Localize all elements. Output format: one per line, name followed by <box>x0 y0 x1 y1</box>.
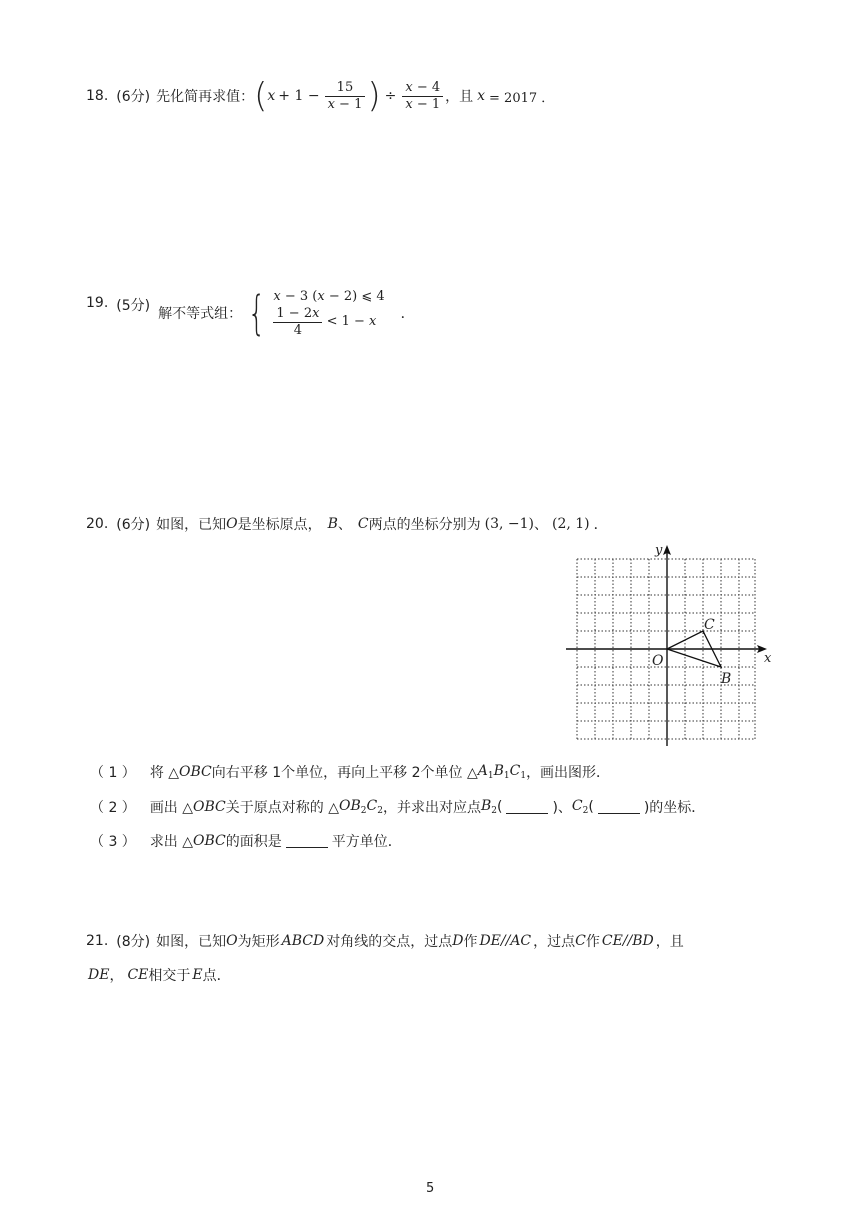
sub3-label: （ 3 ） <box>90 834 136 850</box>
q18-frac-2: $\frac{x - 4}{x - 1}$ <box>402 80 443 113</box>
q21-de-ac: DE//AC <box>479 933 532 949</box>
q18-expr-b: + 1 − <box>278 88 320 104</box>
q20-text-b: 是坐标原点， <box>237 517 322 533</box>
question-20 <box>86 514 608 534</box>
q21-text-h: ， <box>109 968 124 984</box>
sub2-label: （ 2 ） <box>90 800 136 816</box>
sub1-obc: OBC <box>179 764 212 780</box>
q20-end: ． <box>593 517 608 533</box>
coordinate-grid-figure <box>560 540 775 750</box>
right-paren: ) <box>367 76 381 116</box>
inequality-1: x − 3 ( x − 2) ⩽ 4 <box>273 288 385 304</box>
question-18 <box>86 76 554 116</box>
sub3-obc: OBC <box>193 833 226 849</box>
sub1-text-a: 将 △ <box>149 765 180 781</box>
q21-ce: CE <box>127 967 149 983</box>
q21-text-f: 作 <box>585 934 600 950</box>
brace-icon: { <box>247 286 266 340</box>
q20-sub2 <box>90 797 705 817</box>
sub3-text-b: 的面积是 <box>225 834 282 850</box>
q20-number: 20. <box>86 516 109 532</box>
sub2-text-c: ，并求出对应点 <box>382 800 481 816</box>
answer-blank-c2[interactable] <box>598 801 640 814</box>
origin-label: O <box>652 653 664 669</box>
q21-e: E <box>192 967 203 983</box>
q21-text-e: ，过点 <box>533 934 576 950</box>
q21-score: (8分) <box>116 934 151 950</box>
q21-o: O <box>226 933 238 949</box>
q20-sep: 、 <box>533 517 548 533</box>
q20-sub1 <box>90 762 610 782</box>
q20-text-c: 、 <box>337 517 352 533</box>
q21-text-b: 为矩形 <box>237 934 280 950</box>
q21-abcd: ABCD <box>281 933 325 949</box>
sub2-triangle: $OB_2C_2$ <box>339 798 383 816</box>
sub2-b2: $B_2$ <box>480 798 497 816</box>
q18-score: (6分) <box>116 89 151 105</box>
sub2-text-b: 关于原点对称的 △ <box>225 800 339 816</box>
inequality-2: $\frac{1 - 2x}{4}$ < 1 − x <box>273 306 384 339</box>
inequality-system <box>273 288 384 339</box>
q18-x-var: x <box>477 88 486 104</box>
page-number: 5 <box>426 1181 435 1196</box>
q19-score: (5分) <box>116 298 151 314</box>
sub1-text-b: 向右平移 1个单位，再向上平移 2个单位 △ <box>211 765 478 781</box>
q18-divide: ÷ <box>384 88 397 104</box>
q21-text-d: 作 <box>463 934 478 950</box>
q18-number: 18. <box>86 88 109 104</box>
sub2-text-d: ( <box>496 799 503 815</box>
q18-frac-1: $\frac{15}{x - 1}$ <box>325 80 366 113</box>
q21-ce-bd: CE//BD <box>601 933 654 949</box>
q21-d: D <box>452 933 464 949</box>
q20-c: C <box>357 516 369 532</box>
q21-text-c: 对角线的交点，过点 <box>326 934 453 950</box>
q20-text-a: 如图，已知 <box>156 517 227 533</box>
q21-number: 21. <box>86 933 109 949</box>
sub3-text-c: 平方单位． <box>331 834 402 850</box>
sub2-text-f: ( <box>588 799 594 815</box>
point-b-label: B <box>721 671 732 687</box>
q20-coord-c: (2, 1) <box>551 516 590 532</box>
question-19 <box>86 285 415 341</box>
q20-coord-b: (3, −1) <box>484 516 534 532</box>
left-paren: ( <box>254 76 268 116</box>
sub2-text-e: )、 <box>552 800 572 816</box>
answer-blank-b2[interactable] <box>506 801 548 814</box>
q19-text: 解不等式组： <box>158 306 243 322</box>
sub3-text-a: 求出 △ <box>149 834 194 850</box>
q19-number: 19. <box>86 295 109 311</box>
q21-c: C <box>575 933 586 949</box>
q21-text-j: 点． <box>202 968 231 984</box>
q20-score: (6分) <box>116 517 151 533</box>
q18-text: 先化简再求值： <box>156 89 255 105</box>
q19-tail: ． <box>400 306 415 322</box>
q21-text-i: 相交于 <box>148 968 191 984</box>
sub1-label: （ 1 ） <box>90 765 136 781</box>
sub2-text-a: 画出 △ <box>149 800 194 816</box>
y-axis-label: y <box>655 543 663 558</box>
sub2-obc: OBC <box>193 799 226 815</box>
sub2-c2: $C_2$ <box>571 798 589 816</box>
q20-text-d: 两点的坐标分别为 <box>368 517 481 533</box>
point-c-label: C <box>704 617 715 633</box>
q20-o: O <box>226 516 238 532</box>
q18-tail: ，且 <box>445 89 474 105</box>
sub2-text-g: )的坐标． <box>643 800 706 816</box>
answer-blank-area[interactable] <box>286 835 328 848</box>
q20-b: B <box>327 516 338 532</box>
x-axis-label: x <box>764 651 772 666</box>
q21-text-g: ，且 <box>655 934 684 950</box>
question-21-line-2 <box>88 965 231 985</box>
question-21-line-1 <box>86 931 684 951</box>
sub1-triangle: $A_1B_1C_1$ <box>477 763 527 781</box>
q21-de: DE <box>88 967 110 983</box>
q18-x-value: = 2017 ． <box>489 90 555 106</box>
q21-text-a: 如图，已知 <box>156 934 227 950</box>
q18-expr-a: x <box>267 88 276 104</box>
sub1-text-c: ，画出图形． <box>526 765 611 781</box>
q20-sub3 <box>90 831 402 851</box>
